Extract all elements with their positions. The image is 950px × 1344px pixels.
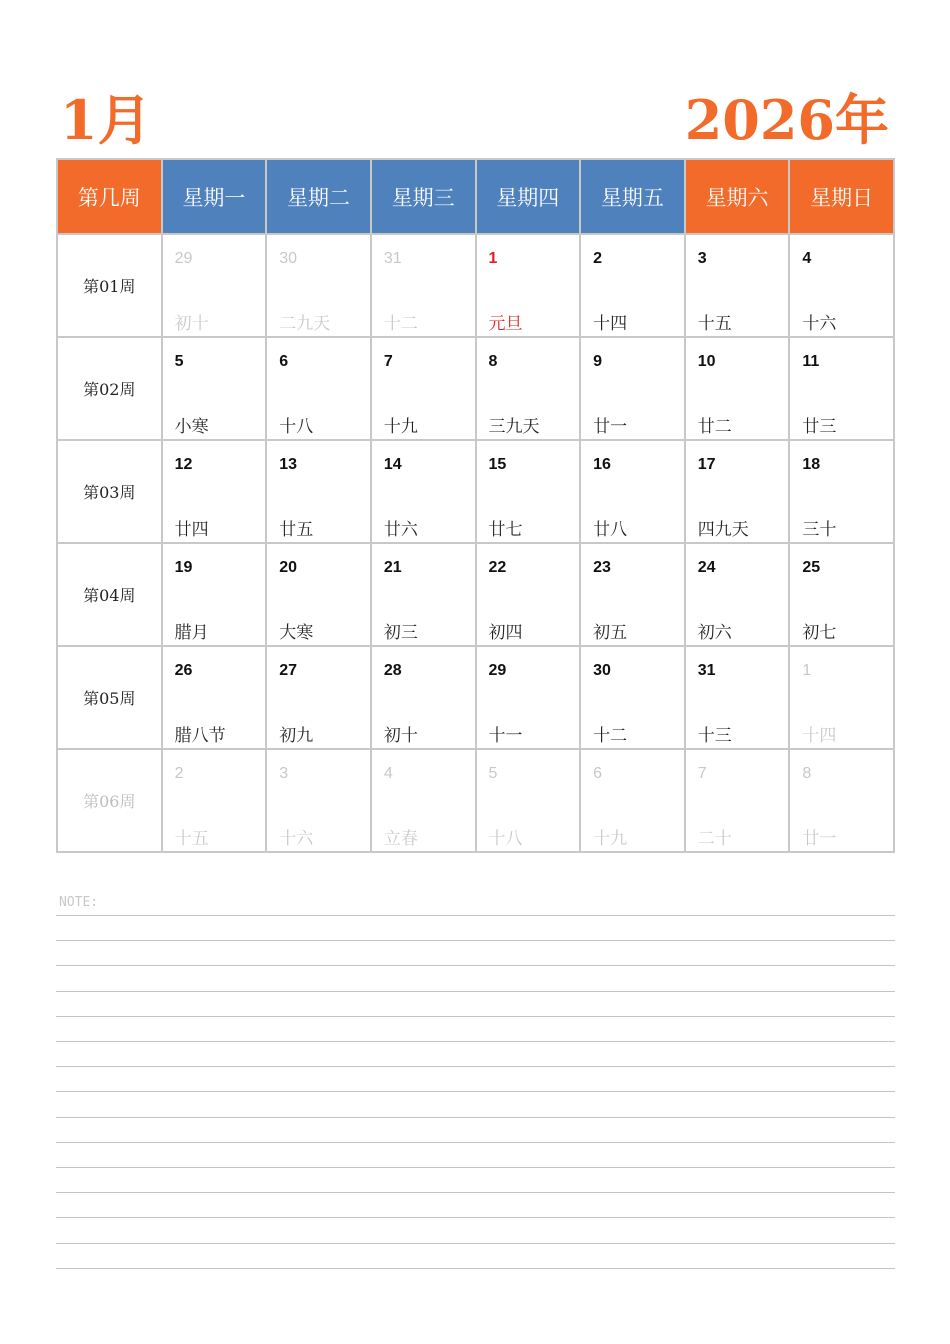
day-number: 6	[593, 765, 603, 782]
day-number: 22	[488, 559, 507, 576]
note-line	[56, 1041, 895, 1042]
day-number: 7	[383, 353, 393, 370]
day-cell[interactable]	[789, 234, 894, 337]
lunar-date-label: 小寒	[174, 417, 209, 437]
week-row	[57, 749, 894, 852]
lunar-date-label: 初九	[279, 726, 314, 746]
note-line	[56, 915, 895, 916]
day-cell[interactable]	[162, 440, 267, 543]
day-number: 1	[802, 662, 812, 679]
day-cell[interactable]	[580, 543, 685, 646]
lunar-date-label: 廿六	[383, 520, 418, 540]
lunar-date-label: 立春	[383, 829, 418, 849]
day-cell[interactable]	[266, 234, 371, 337]
day-cell[interactable]	[580, 234, 685, 337]
lunar-date-label: 三九天	[488, 417, 540, 437]
lunar-date-label: 初七	[802, 623, 837, 643]
day-cell[interactable]	[371, 234, 476, 337]
lunar-date-label: 十八	[488, 829, 523, 849]
lunar-date-label: 十六	[279, 829, 314, 849]
header-monday: 星期一	[162, 159, 267, 234]
day-number: 24	[697, 559, 716, 576]
lunar-date-label: 二十	[697, 829, 732, 849]
day-number: 26	[174, 662, 193, 679]
day-cell[interactable]	[685, 337, 790, 440]
week-row	[57, 543, 894, 646]
lunar-date-label: 十六	[802, 314, 837, 334]
note-line	[56, 1243, 895, 1244]
day-cell[interactable]	[685, 749, 790, 852]
day-number: 17	[697, 456, 716, 473]
note-line	[56, 1117, 895, 1118]
day-number: 27	[279, 662, 298, 679]
lunar-date-label: 十四	[593, 314, 628, 334]
day-number: 15	[488, 456, 507, 473]
day-cell[interactable]	[789, 337, 894, 440]
day-cell[interactable]	[266, 646, 371, 749]
lunar-date-label: 初十	[174, 314, 209, 334]
note-line	[56, 1016, 895, 1017]
week-row	[57, 337, 894, 440]
day-cell[interactable]	[162, 646, 267, 749]
day-cell[interactable]	[580, 646, 685, 749]
day-number: 5	[488, 765, 498, 782]
day-number: 10	[697, 353, 716, 370]
lunar-date-label: 十三	[697, 726, 732, 746]
day-cell[interactable]	[371, 440, 476, 543]
day-number: 4	[383, 765, 393, 782]
header-saturday: 星期六	[685, 159, 790, 234]
day-number: 31	[697, 662, 716, 679]
note-line	[56, 965, 895, 966]
year-title: 2026年	[684, 88, 889, 152]
lunar-date-label: 廿二	[697, 417, 732, 437]
note-line	[56, 1192, 895, 1193]
header-sunday: 星期日	[789, 159, 894, 234]
lunar-date-label: 廿一	[802, 829, 837, 849]
note-line	[56, 1091, 895, 1092]
lunar-date-label: 初三	[383, 623, 418, 643]
day-cell[interactable]	[476, 543, 581, 646]
day-cell[interactable]	[580, 337, 685, 440]
day-cell[interactable]	[685, 543, 790, 646]
lunar-date-label: 初六	[697, 623, 732, 643]
lunar-date-label: 十五	[697, 314, 732, 334]
lunar-date-label: 十二	[593, 726, 628, 746]
lunar-date-label: 二九天	[279, 314, 331, 334]
day-cell[interactable]	[476, 749, 581, 852]
day-cell[interactable]	[789, 749, 894, 852]
day-number: 14	[383, 456, 402, 473]
day-number: 4	[802, 250, 812, 267]
lunar-date-label: 腊八节	[174, 726, 226, 746]
lunar-date-label: 元旦	[488, 314, 523, 334]
lunar-date-label: 十一	[488, 726, 523, 746]
day-cell[interactable]	[580, 749, 685, 852]
header-week-number: 第几周	[57, 159, 162, 234]
lunar-date-label: 廿八	[593, 520, 628, 540]
day-number: 8	[802, 765, 812, 782]
day-number: 31	[383, 250, 402, 267]
day-cell[interactable]	[789, 646, 894, 749]
day-cell[interactable]	[476, 440, 581, 543]
note-line	[56, 1268, 895, 1269]
week-row	[57, 440, 894, 543]
calendar-header-row	[57, 159, 894, 234]
day-cell[interactable]	[162, 543, 267, 646]
lunar-date-label: 初四	[488, 623, 523, 643]
lunar-date-label: 初十	[383, 726, 418, 746]
day-number: 13	[279, 456, 298, 473]
day-number: 23	[593, 559, 611, 576]
day-cell[interactable]	[371, 543, 476, 646]
day-number: 30	[279, 250, 298, 267]
note-line	[56, 1066, 895, 1067]
day-cell[interactable]	[476, 337, 581, 440]
lunar-date-label: 三十	[802, 520, 837, 540]
day-cell[interactable]	[685, 440, 790, 543]
day-number: 20	[279, 559, 298, 576]
note-line	[56, 940, 895, 941]
week-number-cell: 第06周	[57, 749, 162, 852]
day-number: 2	[174, 765, 184, 782]
day-cell[interactable]	[685, 234, 790, 337]
day-number: 18	[802, 456, 821, 473]
header-wednesday: 星期三	[371, 159, 476, 234]
day-cell[interactable]	[266, 543, 371, 646]
lunar-date-label: 十二	[383, 314, 418, 334]
week-number-cell: 第01周	[57, 234, 162, 337]
week-number-cell: 第02周	[57, 337, 162, 440]
lunar-date-label: 廿三	[802, 417, 837, 437]
day-number: 2	[593, 250, 603, 267]
day-cell[interactable]	[162, 337, 267, 440]
week-number-cell: 第05周	[57, 646, 162, 749]
day-cell[interactable]	[266, 337, 371, 440]
day-cell[interactable]	[162, 234, 267, 337]
week-row	[57, 234, 894, 337]
day-cell[interactable]	[685, 646, 790, 749]
day-number: 28	[383, 662, 402, 679]
day-number: 5	[174, 353, 184, 370]
day-number: 8	[488, 353, 498, 370]
lunar-date-label: 初五	[593, 623, 628, 643]
day-number: 30	[593, 662, 611, 679]
note-line	[56, 1167, 895, 1168]
header-friday: 星期五	[580, 159, 685, 234]
calendar-grid	[56, 158, 895, 853]
day-number: 29	[174, 250, 193, 267]
day-cell[interactable]	[789, 440, 894, 543]
note-line	[56, 1217, 895, 1218]
week-row	[57, 646, 894, 749]
day-number: 29	[488, 662, 507, 679]
notes-label: NOTE:	[59, 895, 99, 910]
header-tuesday: 星期二	[266, 159, 371, 234]
day-number: 7	[697, 765, 707, 782]
day-cell[interactable]	[371, 337, 476, 440]
day-number: 21	[383, 559, 402, 576]
lunar-date-label: 十八	[279, 417, 314, 437]
lunar-date-label: 十五	[174, 829, 209, 849]
lunar-date-label: 腊月	[174, 623, 209, 643]
day-cell[interactable]	[162, 749, 267, 852]
day-cell[interactable]	[266, 440, 371, 543]
lunar-date-label: 十九	[593, 829, 628, 849]
lunar-date-label: 大寒	[279, 623, 314, 643]
day-cell[interactable]	[371, 749, 476, 852]
lunar-date-label: 十九	[383, 417, 418, 437]
lunar-date-label: 十四	[802, 726, 837, 746]
header-thursday: 星期四	[476, 159, 581, 234]
day-number: 19	[174, 559, 193, 576]
lunar-date-label: 廿五	[279, 520, 314, 540]
day-number: 11	[802, 353, 820, 370]
week-number-cell: 第04周	[57, 543, 162, 646]
lunar-date-label: 廿一	[593, 417, 628, 437]
day-number: 12	[174, 456, 193, 473]
note-line	[56, 1142, 895, 1143]
day-number: 3	[697, 250, 707, 267]
week-number-cell: 第03周	[57, 440, 162, 543]
lunar-date-label: 廿七	[488, 520, 523, 540]
lunar-date-label: 四九天	[697, 520, 749, 540]
day-number: 16	[593, 456, 611, 473]
day-number: 9	[593, 353, 603, 370]
lunar-date-label: 廿四	[174, 520, 209, 540]
day-cell[interactable]	[789, 543, 894, 646]
day-number: 25	[802, 559, 821, 576]
day-cell[interactable]	[580, 440, 685, 543]
day-cell[interactable]	[476, 646, 581, 749]
day-cell[interactable]	[371, 646, 476, 749]
month-title: 1月	[60, 88, 152, 152]
note-line	[56, 991, 895, 992]
day-number: 6	[279, 353, 289, 370]
day-cell[interactable]	[266, 749, 371, 852]
day-number: 1	[488, 250, 498, 267]
day-cell[interactable]	[476, 234, 581, 337]
day-number: 3	[279, 765, 289, 782]
